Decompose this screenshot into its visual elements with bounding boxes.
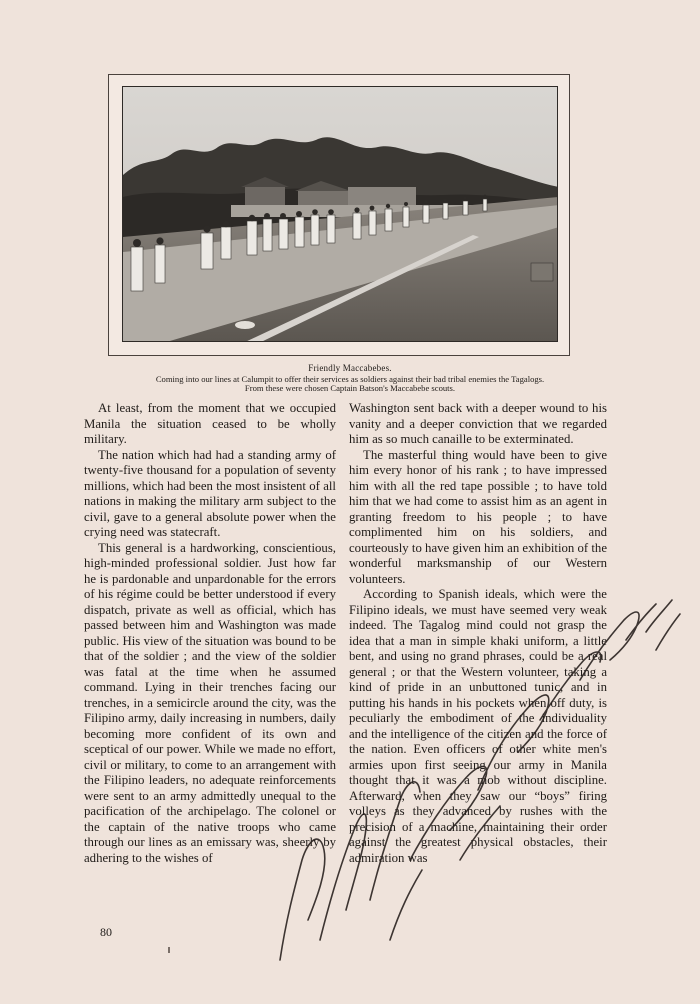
left-paragraph-3: This general is a hardworking, conscientious, high-minded professional soldier. Just how far he is pardonable and unpardonable for the errors of his régime could be better understood if every dispatch, private as well as official, which has passed between him and Washington was made public. His view of the situation was bound to be that of the soldier ; and the view of the soldier was fatal at the time when he assumed command. Lying in their trenches facing our trenches, in a semicircle around the city, was the Filipino army, daily increasing in numbers, daily becoming more confident of its own and sceptical of our power. While we made no effort, civil or military, to come to an arrangement with the Filipino leaders, no adequate reinforcements were sent to an army admittedly unequal to the pacification of the archipelago. The colonel or the captain of the native troops who came through our lines as an emissary was, sheerly by adhering to the wishes of — [84, 540, 336, 865]
photograph-maccabebes — [122, 86, 558, 342]
margin-mark — [168, 947, 170, 953]
left-column — [84, 401, 336, 866]
right-paragraph-3: According to Spanish ideals, which were the Filipino ideals, we must have seemed very weak indeed. The Tagalog mind could not grasp the idea that a man in simple khaki uniform, a little bent, and using no grand phrases, could be a real general ; or that the Western volunteer, taking a kind of pride in an unbuttoned tunic, and in putting his hands in his pockets when off duty, is peculiarly the embodiment of the individuality and the intelligence of the citizen and the force of the nation. Even officers of other white men's armies upon first seeing our army in Manila thought that it was a mob without discipline. Afterward, when they saw our “boys” firing volleys as they advanced by rushes with the precision of a machine, maintaining their order against the greatest physical obstacles, their admiration was — [349, 587, 607, 865]
page-number: 80 — [100, 925, 112, 939]
photo-illustration — [123, 87, 558, 342]
right-column — [349, 401, 607, 866]
photo-caption-title: Friendly Maccabebes. — [308, 363, 392, 373]
left-paragraph-2: The nation which had had a standing army of twenty-five thousand for a population of seventy millions, which had been the most insistent of all nations in making the military arm subject to the civil, gave to a general absolute power when the crying need was statecraft. — [84, 447, 336, 539]
photo-caption-line-1: Coming into our lines at Calumpit to offer their services as soldiers against their bad tribal enemies the Tagalogs. — [155, 374, 545, 384]
right-paragraph-2: The masterful thing would have been to give him every honor of his rank ; to have impressed him with all the red tape possible ; to have told him that we had come to assist him as an agent in granting freedom to his people ; to have complimented him on his soldiers, and courteously to have given him an exhibition of the wonderful marksmanship of our Western volunteers. — [349, 447, 608, 586]
left-paragraph-1: At least, from the moment that we occupied Manila the situation ceased to be wholly military. — [84, 401, 336, 446]
photo-caption-line-2: From these were chosen Captain Batson's Maccabebe scouts. — [244, 383, 456, 393]
right-paragraph-1: Washington sent back with a deeper wound to his vanity and a deeper conviction that we regarded him as so much canaille to be exterminated. — [349, 401, 607, 446]
